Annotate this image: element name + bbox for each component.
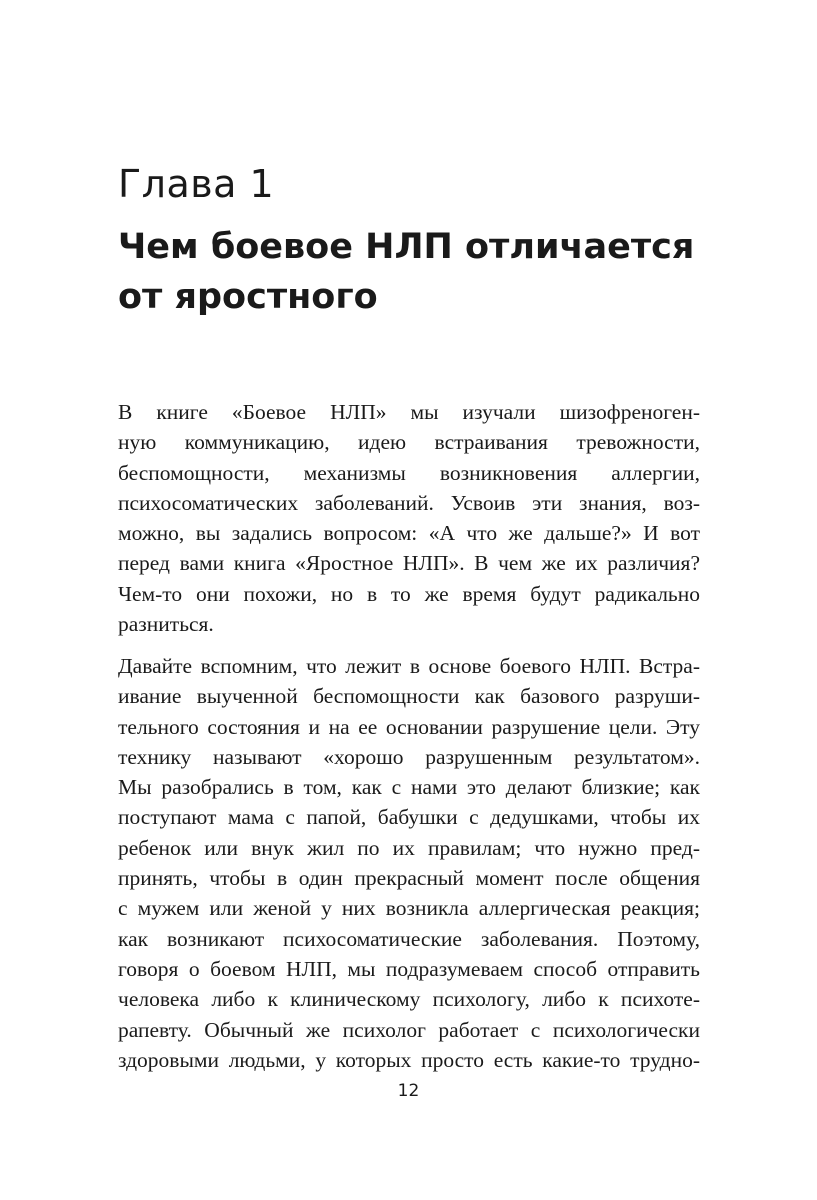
text-line: здоровыми людьми, у которых просто есть какие-то трудно- xyxy=(118,1047,700,1072)
text-line: ребенок или внук жил по их правилам; что нужно пред- xyxy=(118,835,700,860)
text-line: тельного состояния и на ее основании разрушение цели. Эту xyxy=(118,714,700,739)
text-line: говоря о боевом НЛП, мы подразумеваем способ отправить xyxy=(118,956,700,981)
paragraph-2 xyxy=(118,651,700,1075)
chapter-title xyxy=(118,222,738,322)
text-line: беспомощности, механизмы возникновения аллергии, xyxy=(118,460,700,485)
chapter-title-line: от яростного xyxy=(118,277,378,317)
text-line: ную коммуникацию, идею встраивания тревожности, xyxy=(118,430,700,455)
text-line: как возникают психосоматические заболевания. Поэтому, xyxy=(118,926,700,951)
chapter-label: Глава 1 xyxy=(118,162,275,206)
text-line: ивание выученной беспомощности как базового разруши- xyxy=(118,684,700,709)
text-line: человека либо к клиническому психологу, либо к психоте- xyxy=(118,987,700,1012)
text-line: разниться. xyxy=(118,612,214,637)
text-line: Мы разобрались в том, как с нами это делают близкие; как xyxy=(118,775,700,800)
text-line: рапевту. Обычный же психолог работает с психологически xyxy=(118,1017,700,1042)
text-line: технику называют «хорошо разрушенным результатом». xyxy=(118,744,700,769)
text-line: Чем-то они похожи, но в то же время будут радикально xyxy=(118,581,700,606)
text-line: можно, вы задались вопросом: «А что же дальше?» И вот xyxy=(118,521,700,546)
text-line: поступают мама с папой, бабушки с дедушками, чтобы их xyxy=(118,805,700,830)
text-line: с мужем или женой у них возникла аллергическая реакция; xyxy=(118,896,700,921)
chapter-title-line: Чем боевое НЛП отличается xyxy=(118,227,695,267)
text-line: перед вами книга «Яростное НЛП». В чем же их различия? xyxy=(118,551,700,576)
page-number: 12 xyxy=(397,1081,420,1101)
text-line: Давайте вспомним, что лежит в основе боевого НЛП. Встра- xyxy=(118,654,700,678)
paragraph-1 xyxy=(118,397,700,639)
text-line: принять, чтобы в один прекрасный момент после общения xyxy=(118,866,700,891)
text-line: психосоматических заболеваний. Усвоив эти знания, воз- xyxy=(118,490,700,515)
text-line: В книге «Боевое НЛП» мы изучали шизофреноген- xyxy=(118,400,700,424)
